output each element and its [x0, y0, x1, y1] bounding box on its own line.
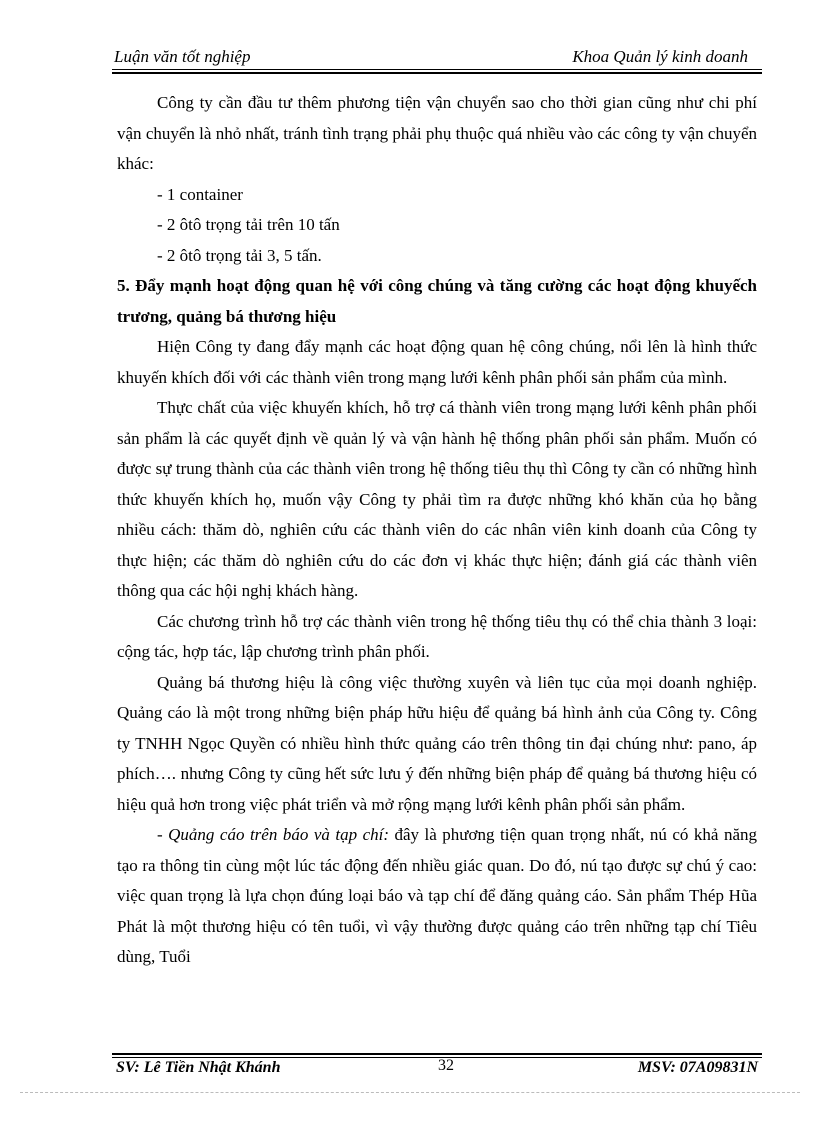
page-number: 32 [438, 1057, 454, 1074]
header-rule-thin [112, 69, 762, 70]
section-heading: 5. Đẩy mạnh hoạt động quan hệ với công chúng và tăng cường các hoạt động khuyếch trương, quảng bá thương hiệu [117, 276, 757, 326]
header-thesis-label: Luận văn tốt nghiệp [114, 47, 251, 66]
paragraph-public-relations: Hiện Công ty đang đẩy mạnh các hoạt động quan hệ công chúng, nổi lên là hình thức khuyến khích đối với các thành viên trong mạng lưới kênh phân phối sản phẩm của mình. [117, 337, 757, 387]
page-body [117, 88, 757, 973]
paragraph-incentives: Thực chất của việc khuyến khích, hỗ trợ cá thành viên trong mạng lưới kênh phân phối sản phẩm là các quyết định về quản lý và vận hành hệ thống phân phối sản phẩm. Muốn có được sự trung thành của các thành viên trong hệ thống tiêu thụ thì Công ty cần có những hình thức khuyến khích họ, muốn vậy Công ty phải tìm ra được những khó khăn của họ bằng nhiều cách: thăm dò, nghiên cứu các thành viên do các nhân viên kinh doanh của Công ty thực hiện; các thăm dò nghiên cứu do các đơn vị khác thực hiện; đánh giá các thành viên thông qua các hội nghị khách hàng. [117, 398, 757, 600]
header-faculty-label: Khoa Quản lý kinh doanh [572, 47, 748, 66]
page-footer [112, 1057, 762, 1079]
print-ads-lead: - Quảng cáo trên báo và tạp chí: [157, 825, 389, 844]
list-item: - 1 container [157, 184, 243, 204]
footer-student-id: MSV: 07A09831N [637, 1059, 758, 1076]
print-ads-text: đây là phương tiện quan trọng nhất, nú có khả năng tạo ra thông tin cùng một lúc tác động đến nhiều giác quan. Do đó, nú tạo được sự chú ý cao: việc quan trọng là lựa chọn đúng loại báo và tạp chí để đăng quảng cáo. Sản phẩm Thép Hũa Phát là một thương hiệu có tên tuổi, vì vậy thường được quảng cáo trên những tạp chí Tiêu dùng, Tuổi [117, 825, 757, 966]
list-item: - 2 ôtô trọng tải 3, 5 tấn. [157, 245, 322, 265]
paragraph-brand-promotion: Quảng bá thương hiệu là công việc thường xuyên và liên tục của mọi doanh nghiệp. Quảng cáo là một trong những biện pháp hữu hiệu để quảng bá hình ảnh của Công ty. Công ty TNHH Ngọc Quyền có nhiều hình thức quảng cáo trên thông tin đại chúng như: pano, áp phích…. nhưng Công ty cũng hết sức lưu ý đến những biện pháp để quảng bá thương hiệu có hiệu quả hơn trong việc phát triển và mở rộng mạng lưới kênh phân phối sản phẩm. [117, 672, 757, 814]
footer-student-name: SV: Lê Tiền Nhật Khánh [116, 1059, 281, 1076]
paragraph-support-programs: Các chương trình hỗ trợ các thành viên trong hệ thống tiêu thụ có thể chia thành 3 loại: cộng tác, hợp tác, lập chương trình phân phối. [117, 611, 757, 661]
footer-rule-thick [112, 1053, 762, 1055]
page-header [112, 45, 762, 71]
page-break-line [20, 1092, 800, 1093]
paragraph-print-ads [117, 820, 757, 973]
header-rule-thick [112, 72, 762, 74]
list-item: - 2 ôtô trọng tải trên 10 tấn [157, 215, 340, 234]
paragraph-transport: Công ty cần đầu tư thêm phương tiện vận chuyển sao cho thời gian cũng như chi phí vận chuyển là nhỏ nhất, tránh tình trạng phải phụ thuộc quá nhiều vào các công ty vận chuyển khác: [117, 93, 757, 173]
